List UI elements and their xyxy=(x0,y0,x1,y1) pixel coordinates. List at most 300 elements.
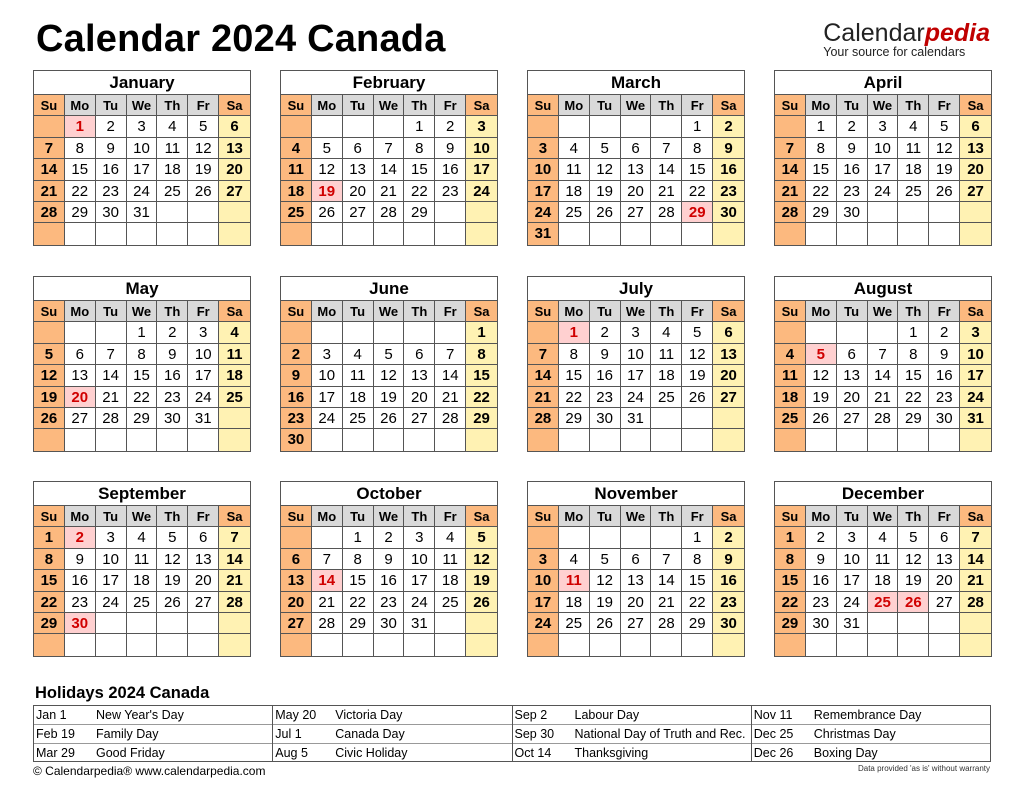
brand-logo[interactable] xyxy=(823,20,990,59)
day-cell[interactable]: 11 xyxy=(435,549,466,570)
day-cell[interactable]: 15 xyxy=(806,159,837,180)
day-cell[interactable]: 24 xyxy=(188,387,219,408)
day-cell[interactable]: 3 xyxy=(528,549,559,570)
day-cell[interactable]: 16 xyxy=(590,365,621,386)
day-cell[interactable]: 19 xyxy=(188,159,219,180)
day-cell[interactable]: 16 xyxy=(157,365,188,386)
day-cell[interactable]: 25 xyxy=(898,181,929,202)
day-cell[interactable]: 17 xyxy=(621,365,652,386)
day-cell[interactable]: 19 xyxy=(806,387,837,408)
day-cell[interactable]: 26 xyxy=(312,202,343,223)
day-cell[interactable]: 3 xyxy=(960,322,991,343)
day-cell[interactable]: 19 xyxy=(466,570,497,591)
day-cell[interactable]: 24 xyxy=(96,592,127,613)
day-cell[interactable]: 21 xyxy=(312,592,343,613)
day-cell[interactable]: 7 xyxy=(960,527,991,548)
day-cell[interactable]: 25 xyxy=(651,387,682,408)
day-cell[interactable]: 23 xyxy=(713,181,744,202)
day-cell[interactable]: 10 xyxy=(837,549,868,570)
day-cell[interactable]: 26 xyxy=(682,387,713,408)
day-cell[interactable]: 3 xyxy=(96,527,127,548)
day-cell[interactable]: 20 xyxy=(621,592,652,613)
day-cell[interactable]: 21 xyxy=(651,592,682,613)
day-cell[interactable]: 28 xyxy=(651,613,682,634)
day-cell[interactable]: 8 xyxy=(34,549,65,570)
day-cell[interactable]: 16 xyxy=(806,570,837,591)
day-cell[interactable]: 6 xyxy=(929,527,960,548)
day-cell[interactable]: 2 xyxy=(806,527,837,548)
day-cell[interactable]: 15 xyxy=(65,159,96,180)
day-cell[interactable]: 23 xyxy=(435,181,466,202)
day-cell[interactable]: 17 xyxy=(404,570,435,591)
day-cell[interactable]: 9 xyxy=(157,344,188,365)
day-cell[interactable]: 8 xyxy=(806,138,837,159)
day-cell[interactable]: 13 xyxy=(65,365,96,386)
day-cell[interactable]: 18 xyxy=(775,387,806,408)
day-cell[interactable]: 20 xyxy=(219,159,250,180)
day-cell[interactable]: 17 xyxy=(312,387,343,408)
day-cell[interactable]: 21 xyxy=(219,570,250,591)
day-cell[interactable]: 22 xyxy=(466,387,497,408)
day-cell[interactable]: 12 xyxy=(374,365,405,386)
day-cell[interactable]: 18 xyxy=(127,570,158,591)
day-cell[interactable]: 29 xyxy=(682,202,713,223)
day-cell[interactable]: 27 xyxy=(837,408,868,429)
day-cell[interactable]: 13 xyxy=(404,365,435,386)
day-cell[interactable]: 25 xyxy=(559,613,590,634)
day-cell[interactable]: 2 xyxy=(713,116,744,137)
day-cell[interactable]: 2 xyxy=(590,322,621,343)
day-cell[interactable]: 21 xyxy=(435,387,466,408)
day-cell[interactable]: 10 xyxy=(466,138,497,159)
day-cell[interactable]: 6 xyxy=(404,344,435,365)
day-cell[interactable]: 17 xyxy=(528,592,559,613)
day-cell[interactable]: 1 xyxy=(404,116,435,137)
day-cell[interactable]: 10 xyxy=(96,549,127,570)
day-cell[interactable]: 4 xyxy=(559,549,590,570)
day-cell[interactable]: 21 xyxy=(651,181,682,202)
day-cell[interactable]: 31 xyxy=(127,202,158,223)
day-cell[interactable]: 14 xyxy=(219,549,250,570)
day-cell[interactable]: 16 xyxy=(96,159,127,180)
day-cell[interactable]: 2 xyxy=(65,527,96,548)
day-cell[interactable]: 29 xyxy=(34,613,65,634)
day-cell[interactable]: 26 xyxy=(34,408,65,429)
day-cell[interactable]: 15 xyxy=(559,365,590,386)
day-cell[interactable]: 22 xyxy=(65,181,96,202)
day-cell[interactable]: 15 xyxy=(775,570,806,591)
day-cell[interactable]: 12 xyxy=(929,138,960,159)
day-cell[interactable]: 18 xyxy=(559,181,590,202)
day-cell[interactable]: 21 xyxy=(34,181,65,202)
day-cell[interactable]: 1 xyxy=(34,527,65,548)
day-cell[interactable]: 10 xyxy=(868,138,899,159)
day-cell[interactable]: 9 xyxy=(713,549,744,570)
day-cell[interactable]: 13 xyxy=(960,138,991,159)
day-cell[interactable]: 23 xyxy=(96,181,127,202)
day-cell[interactable]: 28 xyxy=(219,592,250,613)
day-cell[interactable]: 20 xyxy=(960,159,991,180)
day-cell[interactable]: 16 xyxy=(713,570,744,591)
day-cell[interactable]: 8 xyxy=(404,138,435,159)
day-cell[interactable]: 1 xyxy=(682,116,713,137)
day-cell[interactable]: 6 xyxy=(281,549,312,570)
day-cell[interactable]: 26 xyxy=(590,202,621,223)
day-cell[interactable]: 4 xyxy=(157,116,188,137)
day-cell[interactable]: 30 xyxy=(713,613,744,634)
day-cell[interactable]: 20 xyxy=(65,387,96,408)
day-cell[interactable]: 28 xyxy=(312,613,343,634)
day-cell[interactable]: 8 xyxy=(775,549,806,570)
day-cell[interactable]: 28 xyxy=(868,408,899,429)
day-cell[interactable]: 25 xyxy=(127,592,158,613)
day-cell[interactable]: 2 xyxy=(435,116,466,137)
day-cell[interactable]: 14 xyxy=(435,365,466,386)
day-cell[interactable]: 7 xyxy=(528,344,559,365)
day-cell[interactable]: 14 xyxy=(651,570,682,591)
day-cell[interactable]: 28 xyxy=(96,408,127,429)
day-cell[interactable]: 9 xyxy=(929,344,960,365)
day-cell[interactable]: 30 xyxy=(96,202,127,223)
day-cell[interactable]: 7 xyxy=(651,549,682,570)
day-cell[interactable]: 30 xyxy=(374,613,405,634)
day-cell[interactable]: 28 xyxy=(651,202,682,223)
day-cell[interactable]: 29 xyxy=(65,202,96,223)
day-cell[interactable]: 8 xyxy=(466,344,497,365)
day-cell[interactable]: 1 xyxy=(775,527,806,548)
day-cell[interactable]: 16 xyxy=(435,159,466,180)
day-cell[interactable]: 5 xyxy=(157,527,188,548)
day-cell[interactable]: 1 xyxy=(127,322,158,343)
day-cell[interactable]: 23 xyxy=(590,387,621,408)
day-cell[interactable]: 27 xyxy=(404,408,435,429)
day-cell[interactable]: 4 xyxy=(219,322,250,343)
day-cell[interactable]: 26 xyxy=(590,613,621,634)
day-cell[interactable]: 18 xyxy=(435,570,466,591)
day-cell[interactable]: 29 xyxy=(127,408,158,429)
day-cell[interactable]: 26 xyxy=(929,181,960,202)
day-cell[interactable]: 24 xyxy=(528,613,559,634)
day-cell[interactable]: 11 xyxy=(127,549,158,570)
day-cell[interactable]: 10 xyxy=(621,344,652,365)
day-cell[interactable]: 24 xyxy=(404,592,435,613)
day-cell[interactable]: 9 xyxy=(837,138,868,159)
day-cell[interactable]: 13 xyxy=(219,138,250,159)
day-cell[interactable]: 5 xyxy=(34,344,65,365)
day-cell[interactable]: 19 xyxy=(34,387,65,408)
day-cell[interactable]: 10 xyxy=(312,365,343,386)
day-cell[interactable]: 16 xyxy=(374,570,405,591)
day-cell[interactable]: 13 xyxy=(837,365,868,386)
day-cell[interactable]: 14 xyxy=(34,159,65,180)
day-cell[interactable]: 4 xyxy=(343,344,374,365)
day-cell[interactable]: 18 xyxy=(868,570,899,591)
day-cell[interactable]: 22 xyxy=(559,387,590,408)
day-cell[interactable]: 7 xyxy=(219,527,250,548)
day-cell[interactable]: 7 xyxy=(775,138,806,159)
day-cell[interactable]: 30 xyxy=(281,429,312,450)
day-cell[interactable]: 15 xyxy=(682,570,713,591)
day-cell[interactable]: 24 xyxy=(868,181,899,202)
day-cell[interactable]: 12 xyxy=(34,365,65,386)
day-cell[interactable]: 11 xyxy=(775,365,806,386)
day-cell[interactable]: 24 xyxy=(960,387,991,408)
day-cell[interactable]: 25 xyxy=(435,592,466,613)
day-cell[interactable]: 20 xyxy=(713,365,744,386)
day-cell[interactable]: 23 xyxy=(713,592,744,613)
day-cell[interactable]: 8 xyxy=(65,138,96,159)
day-cell[interactable]: 6 xyxy=(343,138,374,159)
day-cell[interactable]: 30 xyxy=(157,408,188,429)
day-cell[interactable]: 12 xyxy=(806,365,837,386)
day-cell[interactable]: 22 xyxy=(404,181,435,202)
day-cell[interactable]: 19 xyxy=(312,181,343,202)
day-cell[interactable]: 9 xyxy=(65,549,96,570)
day-cell[interactable]: 21 xyxy=(960,570,991,591)
day-cell[interactable]: 31 xyxy=(528,223,559,244)
day-cell[interactable]: 1 xyxy=(682,527,713,548)
day-cell[interactable]: 16 xyxy=(65,570,96,591)
day-cell[interactable]: 5 xyxy=(929,116,960,137)
day-cell[interactable]: 25 xyxy=(775,408,806,429)
day-cell[interactable]: 30 xyxy=(806,613,837,634)
day-cell[interactable]: 8 xyxy=(682,549,713,570)
day-cell[interactable]: 25 xyxy=(281,202,312,223)
day-cell[interactable]: 6 xyxy=(621,549,652,570)
day-cell[interactable]: 27 xyxy=(621,613,652,634)
day-cell[interactable]: 26 xyxy=(188,181,219,202)
day-cell[interactable]: 18 xyxy=(343,387,374,408)
day-cell[interactable]: 7 xyxy=(312,549,343,570)
day-cell[interactable]: 13 xyxy=(713,344,744,365)
day-cell[interactable]: 12 xyxy=(590,570,621,591)
day-cell[interactable]: 30 xyxy=(713,202,744,223)
day-cell[interactable]: 20 xyxy=(929,570,960,591)
day-cell[interactable]: 6 xyxy=(837,344,868,365)
day-cell[interactable]: 22 xyxy=(127,387,158,408)
day-cell[interactable]: 24 xyxy=(837,592,868,613)
day-cell[interactable]: 4 xyxy=(651,322,682,343)
day-cell[interactable]: 23 xyxy=(806,592,837,613)
day-cell[interactable]: 16 xyxy=(281,387,312,408)
day-cell[interactable]: 18 xyxy=(651,365,682,386)
day-cell[interactable]: 3 xyxy=(127,116,158,137)
day-cell[interactable]: 29 xyxy=(404,202,435,223)
day-cell[interactable]: 27 xyxy=(281,613,312,634)
day-cell[interactable]: 17 xyxy=(837,570,868,591)
day-cell[interactable]: 28 xyxy=(435,408,466,429)
day-cell[interactable]: 22 xyxy=(898,387,929,408)
day-cell[interactable]: 5 xyxy=(590,549,621,570)
day-cell[interactable]: 17 xyxy=(868,159,899,180)
day-cell[interactable]: 31 xyxy=(188,408,219,429)
day-cell[interactable]: 13 xyxy=(929,549,960,570)
day-cell[interactable]: 9 xyxy=(435,138,466,159)
day-cell[interactable]: 21 xyxy=(528,387,559,408)
day-cell[interactable]: 24 xyxy=(621,387,652,408)
day-cell[interactable]: 3 xyxy=(312,344,343,365)
day-cell[interactable]: 12 xyxy=(590,159,621,180)
day-cell[interactable]: 10 xyxy=(404,549,435,570)
day-cell[interactable]: 14 xyxy=(960,549,991,570)
day-cell[interactable]: 23 xyxy=(374,592,405,613)
day-cell[interactable]: 7 xyxy=(651,138,682,159)
day-cell[interactable]: 24 xyxy=(127,181,158,202)
day-cell[interactable]: 22 xyxy=(343,592,374,613)
day-cell[interactable]: 20 xyxy=(404,387,435,408)
day-cell[interactable]: 10 xyxy=(528,159,559,180)
day-cell[interactable]: 1 xyxy=(466,322,497,343)
day-cell[interactable]: 4 xyxy=(898,116,929,137)
day-cell[interactable]: 2 xyxy=(929,322,960,343)
day-cell[interactable]: 13 xyxy=(343,159,374,180)
day-cell[interactable]: 24 xyxy=(466,181,497,202)
day-cell[interactable]: 8 xyxy=(682,138,713,159)
day-cell[interactable]: 31 xyxy=(404,613,435,634)
day-cell[interactable]: 21 xyxy=(96,387,127,408)
day-cell[interactable]: 22 xyxy=(806,181,837,202)
day-cell[interactable]: 14 xyxy=(528,365,559,386)
day-cell[interactable]: 5 xyxy=(466,527,497,548)
day-cell[interactable]: 5 xyxy=(188,116,219,137)
day-cell[interactable]: 13 xyxy=(621,570,652,591)
day-cell[interactable]: 15 xyxy=(127,365,158,386)
day-cell[interactable]: 25 xyxy=(343,408,374,429)
day-cell[interactable]: 15 xyxy=(466,365,497,386)
day-cell[interactable]: 1 xyxy=(806,116,837,137)
day-cell[interactable]: 28 xyxy=(775,202,806,223)
day-cell[interactable]: 27 xyxy=(219,181,250,202)
day-cell[interactable]: 19 xyxy=(590,181,621,202)
day-cell[interactable]: 26 xyxy=(898,592,929,613)
day-cell[interactable]: 4 xyxy=(281,138,312,159)
day-cell[interactable]: 12 xyxy=(898,549,929,570)
day-cell[interactable]: 9 xyxy=(806,549,837,570)
day-cell[interactable]: 10 xyxy=(960,344,991,365)
day-cell[interactable]: 17 xyxy=(466,159,497,180)
day-cell[interactable]: 19 xyxy=(682,365,713,386)
day-cell[interactable]: 18 xyxy=(219,365,250,386)
day-cell[interactable]: 14 xyxy=(374,159,405,180)
day-cell[interactable]: 21 xyxy=(868,387,899,408)
day-cell[interactable]: 21 xyxy=(374,181,405,202)
day-cell[interactable]: 25 xyxy=(868,592,899,613)
day-cell[interactable]: 20 xyxy=(837,387,868,408)
day-cell[interactable]: 28 xyxy=(528,408,559,429)
day-cell[interactable]: 18 xyxy=(281,181,312,202)
day-cell[interactable]: 14 xyxy=(651,159,682,180)
day-cell[interactable]: 2 xyxy=(374,527,405,548)
day-cell[interactable]: 29 xyxy=(898,408,929,429)
day-cell[interactable]: 25 xyxy=(157,181,188,202)
day-cell[interactable]: 19 xyxy=(590,592,621,613)
day-cell[interactable]: 2 xyxy=(96,116,127,137)
day-cell[interactable]: 22 xyxy=(682,181,713,202)
day-cell[interactable]: 29 xyxy=(343,613,374,634)
day-cell[interactable]: 26 xyxy=(806,408,837,429)
day-cell[interactable]: 3 xyxy=(837,527,868,548)
day-cell[interactable]: 1 xyxy=(559,322,590,343)
day-cell[interactable]: 11 xyxy=(343,365,374,386)
day-cell[interactable]: 19 xyxy=(929,159,960,180)
day-cell[interactable]: 12 xyxy=(157,549,188,570)
day-cell[interactable]: 16 xyxy=(929,365,960,386)
day-cell[interactable]: 12 xyxy=(188,138,219,159)
day-cell[interactable]: 23 xyxy=(837,181,868,202)
day-cell[interactable]: 1 xyxy=(898,322,929,343)
day-cell[interactable]: 9 xyxy=(590,344,621,365)
day-cell[interactable]: 28 xyxy=(960,592,991,613)
day-cell[interactable]: 9 xyxy=(96,138,127,159)
day-cell[interactable]: 14 xyxy=(775,159,806,180)
day-cell[interactable]: 31 xyxy=(837,613,868,634)
day-cell[interactable]: 7 xyxy=(435,344,466,365)
day-cell[interactable]: 30 xyxy=(65,613,96,634)
day-cell[interactable]: 14 xyxy=(312,570,343,591)
day-cell[interactable]: 29 xyxy=(682,613,713,634)
day-cell[interactable]: 16 xyxy=(713,159,744,180)
day-cell[interactable]: 16 xyxy=(837,159,868,180)
day-cell[interactable]: 9 xyxy=(281,365,312,386)
day-cell[interactable]: 13 xyxy=(621,159,652,180)
day-cell[interactable]: 27 xyxy=(621,202,652,223)
day-cell[interactable]: 30 xyxy=(590,408,621,429)
day-cell[interactable]: 8 xyxy=(559,344,590,365)
day-cell[interactable]: 12 xyxy=(466,549,497,570)
day-cell[interactable]: 2 xyxy=(281,344,312,365)
day-cell[interactable]: 3 xyxy=(466,116,497,137)
day-cell[interactable]: 15 xyxy=(343,570,374,591)
day-cell[interactable]: 27 xyxy=(713,387,744,408)
day-cell[interactable]: 10 xyxy=(127,138,158,159)
day-cell[interactable]: 4 xyxy=(775,344,806,365)
day-cell[interactable]: 11 xyxy=(651,344,682,365)
day-cell[interactable]: 7 xyxy=(34,138,65,159)
day-cell[interactable]: 15 xyxy=(404,159,435,180)
day-cell[interactable]: 6 xyxy=(621,138,652,159)
day-cell[interactable]: 8 xyxy=(127,344,158,365)
day-cell[interactable]: 23 xyxy=(929,387,960,408)
day-cell[interactable]: 18 xyxy=(898,159,929,180)
day-cell[interactable]: 4 xyxy=(127,527,158,548)
day-cell[interactable]: 2 xyxy=(713,527,744,548)
day-cell[interactable]: 15 xyxy=(898,365,929,386)
day-cell[interactable]: 10 xyxy=(188,344,219,365)
day-cell[interactable]: 30 xyxy=(929,408,960,429)
day-cell[interactable]: 9 xyxy=(713,138,744,159)
day-cell[interactable]: 6 xyxy=(188,527,219,548)
day-cell[interactable]: 5 xyxy=(374,344,405,365)
day-cell[interactable]: 3 xyxy=(188,322,219,343)
day-cell[interactable]: 27 xyxy=(188,592,219,613)
day-cell[interactable]: 20 xyxy=(188,570,219,591)
day-cell[interactable]: 8 xyxy=(343,549,374,570)
day-cell[interactable]: 11 xyxy=(868,549,899,570)
day-cell[interactable]: 22 xyxy=(682,592,713,613)
day-cell[interactable]: 5 xyxy=(898,527,929,548)
day-cell[interactable]: 17 xyxy=(96,570,127,591)
day-cell[interactable]: 26 xyxy=(374,408,405,429)
day-cell[interactable]: 26 xyxy=(466,592,497,613)
day-cell[interactable]: 11 xyxy=(281,159,312,180)
day-cell[interactable]: 20 xyxy=(621,181,652,202)
day-cell[interactable]: 3 xyxy=(621,322,652,343)
day-cell[interactable]: 18 xyxy=(559,592,590,613)
day-cell[interactable]: 4 xyxy=(435,527,466,548)
day-cell[interactable]: 12 xyxy=(682,344,713,365)
day-cell[interactable]: 13 xyxy=(281,570,312,591)
day-cell[interactable]: 14 xyxy=(96,365,127,386)
